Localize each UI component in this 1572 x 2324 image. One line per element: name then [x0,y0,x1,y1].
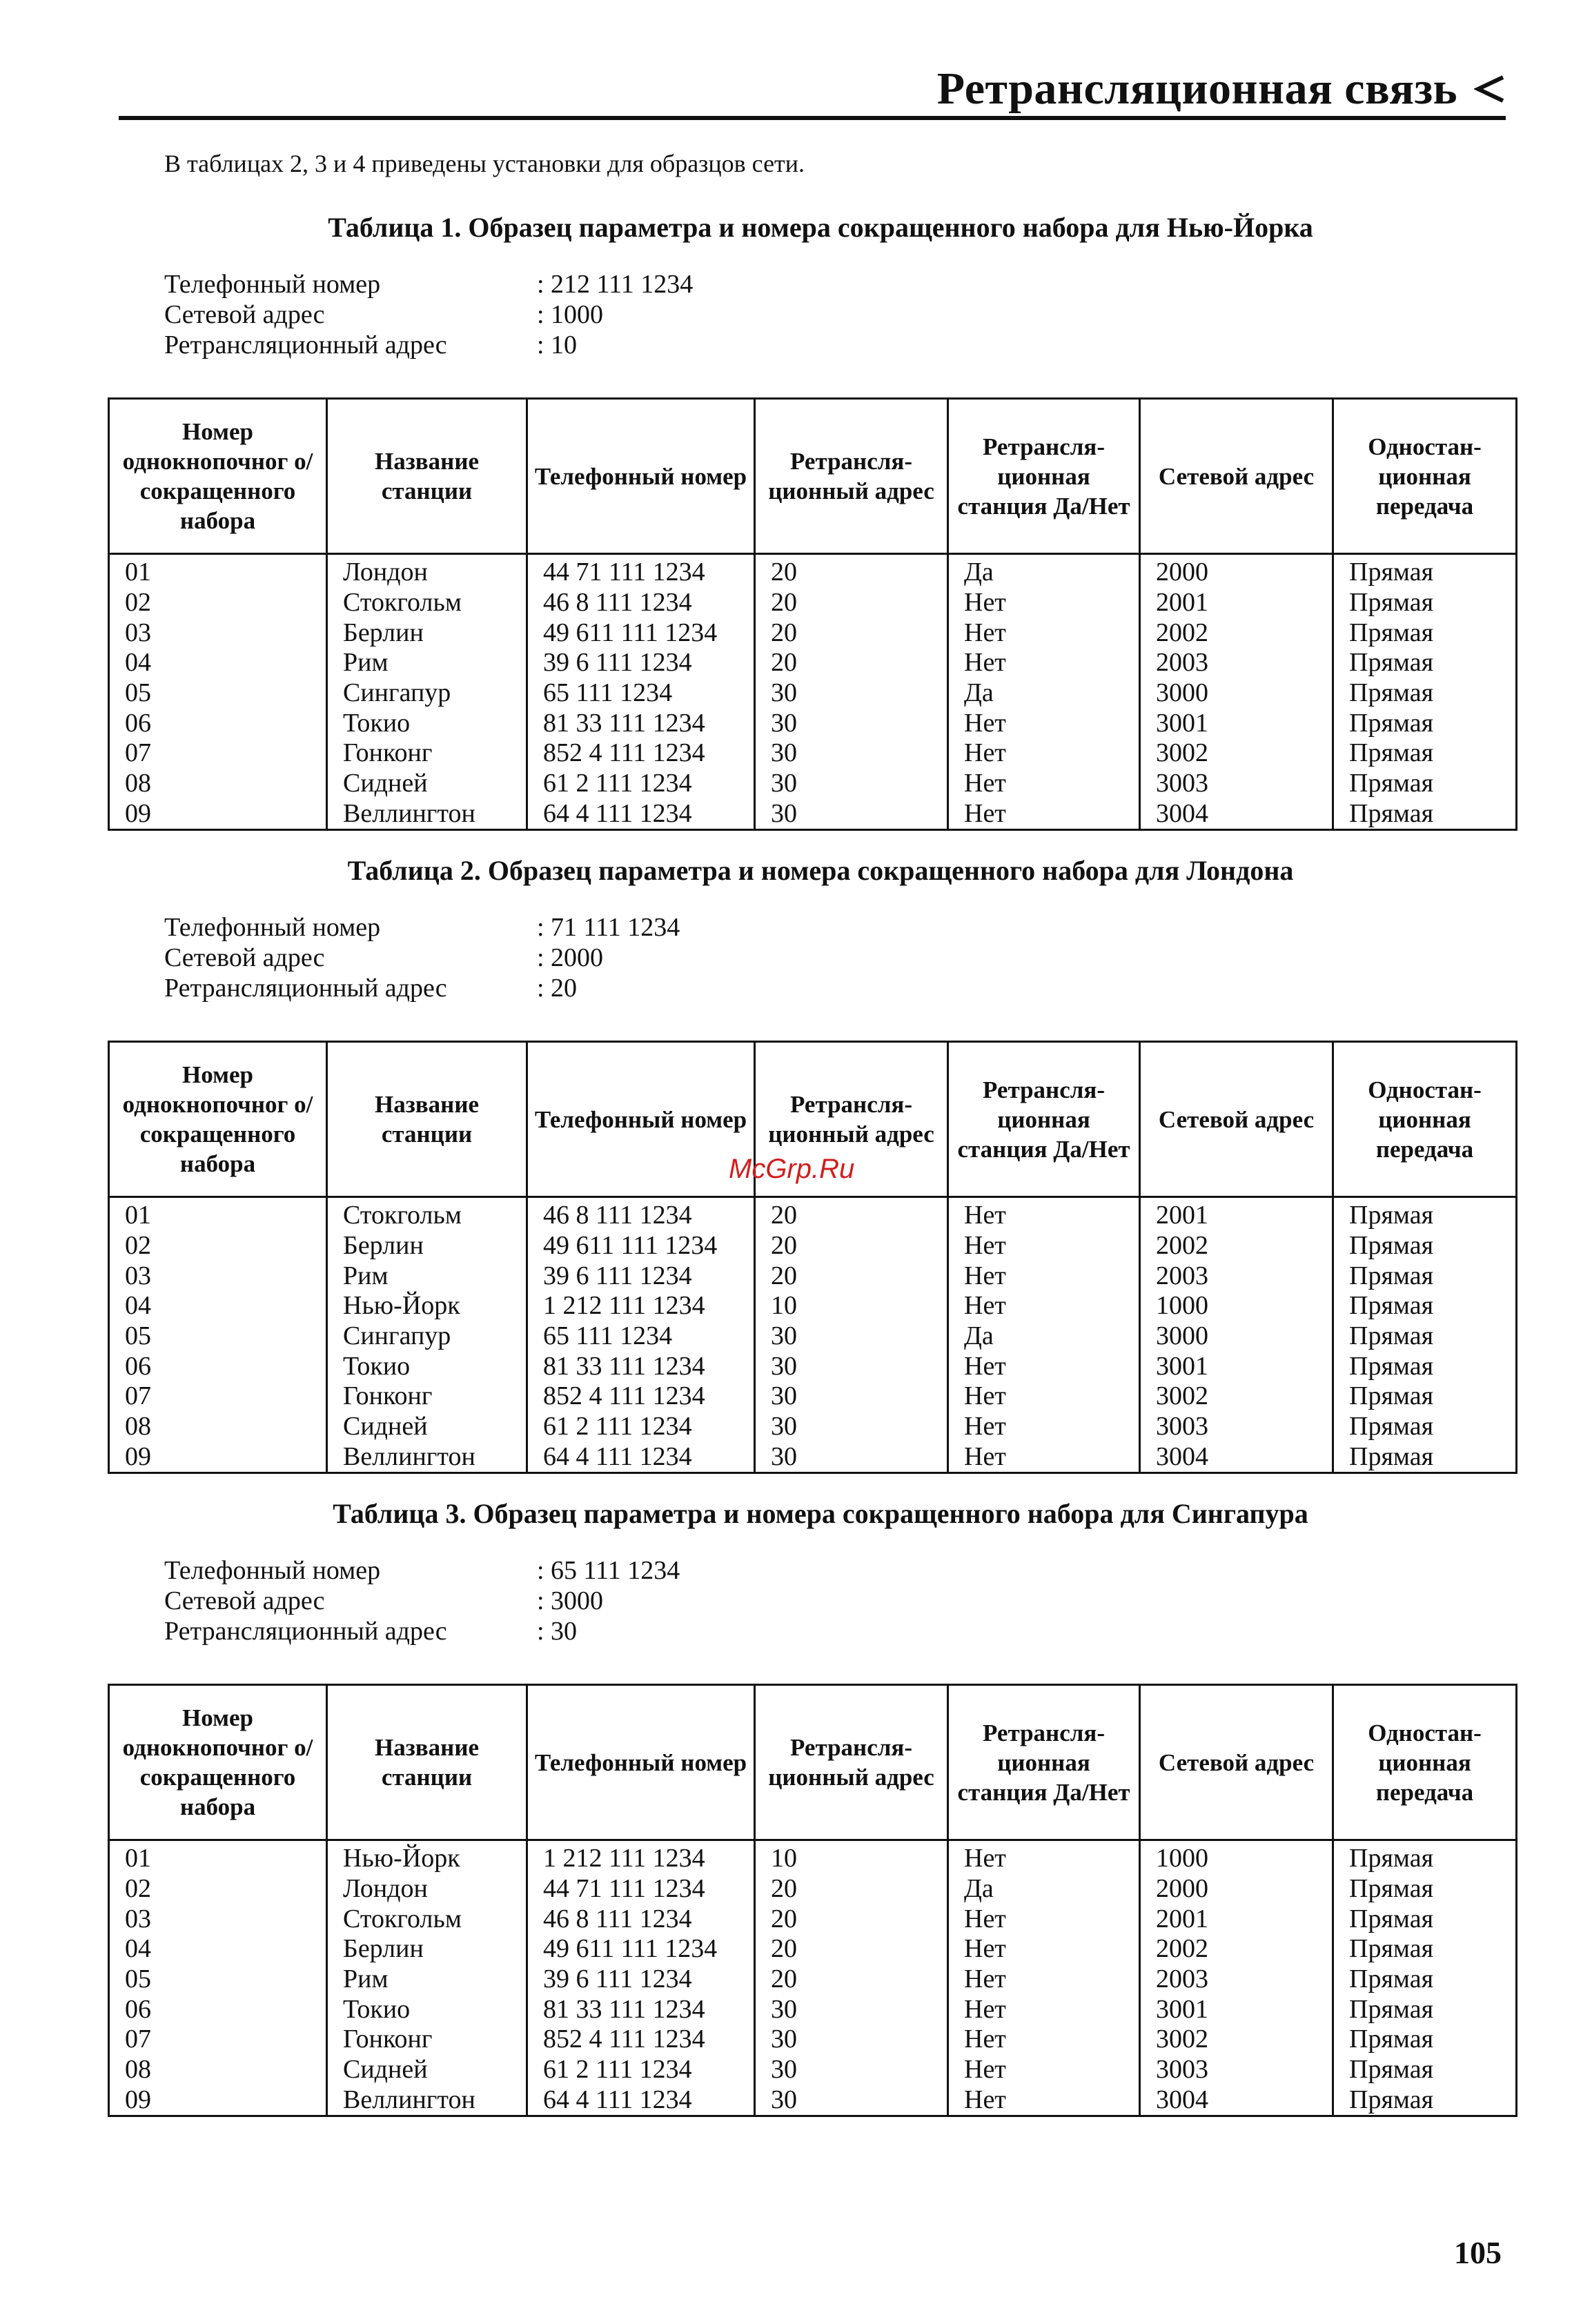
table-cell: 44 71 111 1234 [527,554,755,588]
table-cell: 3003 [1140,1412,1333,1442]
table-cell: 30 [755,1351,948,1381]
param-label-relay: Ретрансляционный адрес [164,331,447,360]
column-header: Ретрансля- ционная станция Да/Нет [948,1685,1140,1840]
column-header: Ретрансля- ционный адрес [755,399,948,554]
table-cell: Рим [327,1261,527,1291]
table-cell: Нет [948,799,1140,830]
table-cell: Прямая [1333,799,1517,830]
table-cell: 3002 [1140,738,1333,769]
table-cell: Нет [948,2085,1140,2116]
table-cell: 2001 [1140,1197,1333,1231]
table-cell: 81 33 111 1234 [527,1994,755,2025]
table-cell: 1000 [1140,1840,1333,1874]
section-title: Ретрансляционная связь [936,63,1457,114]
column-header: Название станции [327,399,527,554]
table-cell: 3003 [1140,2055,1333,2085]
param-value-network: : 1000 [537,300,604,329]
table-row [109,1231,1517,1261]
column-header: Название станции [327,1685,527,1840]
table-cell: Токио [327,1994,527,2025]
table-cell: 05 [109,1964,327,1995]
speed-dial-table [108,397,1517,831]
table-cell: 20 [755,588,948,618]
table-cell: 64 4 111 1234 [527,1442,755,1473]
table-cell: Нет [948,1934,1140,1964]
param-label-network: Сетевой адрес [164,943,325,972]
table-cell: 10 [755,1840,948,1874]
table-cell: 06 [109,1351,327,1381]
params-block [164,269,693,360]
table-row [109,1874,1517,1904]
table-cell: Нет [948,1904,1140,1934]
page-number: 105 [1454,2235,1502,2270]
table-row [109,1351,1517,1381]
table-cell: 61 2 111 1234 [527,769,755,799]
table-cell: Прямая [1333,1442,1517,1473]
table-row [109,1994,1517,2025]
table-cell: Да [948,1874,1140,1904]
column-header: Сетевой адрес [1140,1042,1333,1197]
table-cell: Прямая [1333,1197,1517,1231]
table-cell: 01 [109,1197,327,1231]
table-cell: 20 [755,1904,948,1934]
table-cell: 30 [755,2025,948,2055]
table-row [109,1291,1517,1321]
table-cell: 01 [109,554,327,588]
table-cell: 2002 [1140,1231,1333,1261]
table-cell: Нет [948,1442,1140,1473]
table-row [109,554,1517,588]
table-cell: Нет [948,738,1140,769]
table-cell: 2000 [1140,554,1333,588]
table-row [109,1934,1517,1964]
table-cell: 30 [755,769,948,799]
table-cell: 65 111 1234 [527,1321,755,1352]
table-cell: Нью-Йорк [327,1840,527,1874]
param-label-network: Сетевой адрес [164,300,325,329]
table-row [109,588,1517,618]
table-cell: 3001 [1140,1351,1333,1381]
table-cell: 07 [109,738,327,769]
table-cell: 46 8 111 1234 [527,1197,755,1231]
table-cell: 49 611 111 1234 [527,618,755,648]
table-cell: Нет [948,1231,1140,1261]
table-row [109,769,1517,799]
table-cell: Нет [948,1197,1140,1231]
param-value-relay: : 30 [537,1617,578,1646]
table-cell: Прямая [1333,618,1517,648]
table-row [109,738,1517,769]
table-cell: 20 [755,618,948,648]
table-cell: Да [948,1321,1140,1352]
table-cell: Прямая [1333,1291,1517,1321]
table-cell: Токио [327,708,527,738]
table-cell: 64 4 111 1234 [527,2085,755,2116]
table-cell: Веллингтон [327,799,527,830]
table-cell: 30 [755,708,948,738]
param-label-phone: Телефонный номер [164,913,381,942]
table-cell: 20 [755,1261,948,1291]
table-cell: 09 [109,2085,327,2116]
table-cell: 20 [755,1231,948,1261]
table-cell: Нет [948,1994,1140,2025]
table-row [109,708,1517,738]
column-header: Ретрансля- ционный адрес [755,1042,948,1197]
table-row [109,1261,1517,1291]
table-cell: 39 6 111 1234 [527,1964,755,1995]
watermark: McGrp.Ru [729,1154,855,1184]
table-cell: Прямая [1333,2085,1517,2116]
table-cell: Нет [948,1964,1140,1995]
table-row [109,1197,1517,1231]
table-cell: Рим [327,1964,527,1995]
table-cell: Нет [948,2055,1140,2085]
params-block [164,912,680,1003]
table-cell: 39 6 111 1234 [527,1261,755,1291]
table-cell: 08 [109,1412,327,1442]
table-cell: 2003 [1140,1261,1333,1291]
table-cell: Прямая [1333,1351,1517,1381]
column-header: Сетевой адрес [1140,399,1333,554]
table-cell: Гонконг [327,2025,527,2055]
table-cell: 2002 [1140,618,1333,648]
column-header: Номер однокнопочног о/ сокращенного набора [109,1685,327,1840]
table-row [109,1412,1517,1442]
table-cell: 46 8 111 1234 [527,588,755,618]
table-cell: 49 611 111 1234 [527,1231,755,1261]
table-cell: 46 8 111 1234 [527,1904,755,1934]
table-cell: Прямая [1333,1381,1517,1412]
table-cell: 2003 [1140,648,1333,678]
table-cell: 3000 [1140,1321,1333,1352]
param-value-phone: : 71 111 1234 [537,913,680,942]
table-cell: Нет [948,708,1140,738]
table-cell: 81 33 111 1234 [527,1351,755,1381]
param-value-phone: : 212 111 1234 [537,270,694,299]
table-cell: Сингапур [327,678,527,709]
table-cell: Прямая [1333,554,1517,588]
table-cell: Сидней [327,2055,527,2085]
table-cell: Нет [948,648,1140,678]
table-row [109,1321,1517,1352]
table-cell: 20 [755,648,948,678]
table-cell: Гонконг [327,1381,527,1412]
table-cell: Прямая [1333,1840,1517,1874]
table-cell: Сингапур [327,1321,527,1352]
table-cell: Прямая [1333,648,1517,678]
table-cell: 2001 [1140,588,1333,618]
column-header: Телефонный номер [527,399,755,554]
table-cell: 20 [755,1197,948,1231]
table-cell: 08 [109,2055,327,2085]
table-cell: Стокгольм [327,588,527,618]
table-cell: 04 [109,1934,327,1964]
table-cell: Лондон [327,554,527,588]
table-cell: 3001 [1140,1994,1333,2025]
param-value-network: : 3000 [537,1586,604,1615]
table-cell: 30 [755,1994,948,2025]
table-row [109,1442,1517,1473]
table-caption: Таблица 2. Образец параметра и номера сокращенного набора для Лондона [347,855,1294,886]
table-cell: 44 71 111 1234 [527,1874,755,1904]
column-header: Одностан- ционная передача [1333,1042,1517,1197]
table-cell: Прямая [1333,1231,1517,1261]
table-row [109,2085,1517,2116]
table-cell: 09 [109,799,327,830]
table-cell: 3001 [1140,708,1333,738]
table-cell: 01 [109,1840,327,1874]
table-cell: 3002 [1140,2025,1333,2055]
table-cell: Прямая [1333,1964,1517,1995]
table-row [109,1904,1517,1934]
param-value-relay: : 20 [537,974,578,1003]
table-cell: 03 [109,1904,327,1934]
table-cell: 30 [755,2085,948,2116]
column-header: Ретрансля- ционный адрес [755,1685,948,1840]
param-label-relay: Ретрансляционный адрес [164,1617,447,1646]
table-cell: Прямая [1333,769,1517,799]
table-cell: Прямая [1333,708,1517,738]
table-row [109,799,1517,830]
table-cell: Прямая [1333,1321,1517,1352]
table-cell: 04 [109,648,327,678]
column-header: Название станции [327,1042,527,1197]
table-cell: 08 [109,769,327,799]
table-cell: Нет [948,588,1140,618]
table-cell: 3000 [1140,678,1333,709]
table-cell: 81 33 111 1234 [527,708,755,738]
table-cell: Берлин [327,618,527,648]
param-label-phone: Телефонный номер [164,1556,381,1585]
table-cell: 2002 [1140,1934,1333,1964]
table-cell: 1 212 111 1234 [527,1291,755,1321]
left-angle-icon [1474,73,1506,105]
table-row [109,2025,1517,2055]
table-cell: 2003 [1140,1964,1333,1995]
table-cell: 20 [755,554,948,588]
column-header: Сетевой адрес [1140,1685,1333,1840]
table-cell: 852 4 111 1234 [527,1381,755,1412]
table-cell: Прямая [1333,1412,1517,1442]
table-cell: 20 [755,1964,948,1995]
table-cell: Стокгольм [327,1197,527,1231]
table-row [109,2055,1517,2085]
table-cell: 06 [109,1994,327,2025]
table-cell: 03 [109,1261,327,1291]
table-cell: Прямая [1333,738,1517,769]
table-cell: 30 [755,1442,948,1473]
table-header-row [109,1685,1517,1840]
table-row [109,1840,1517,1874]
table-cell: 2000 [1140,1874,1333,1904]
table-cell: Берлин [327,1934,527,1964]
table-cell: Прямая [1333,588,1517,618]
table-cell: Да [948,678,1140,709]
table-cell: Прямая [1333,1261,1517,1291]
table-cell: Нет [948,1261,1140,1291]
table-cell: 3004 [1140,799,1333,830]
table-cell: Нью-Йорк [327,1291,527,1321]
table-cell: Да [948,554,1140,588]
column-header: Номер однокнопочног о/ сокращенного набора [109,399,327,554]
table-cell: 09 [109,1442,327,1473]
table-cell: 03 [109,618,327,648]
table-cell: Прямая [1333,1934,1517,1964]
table-cell: Прямая [1333,678,1517,709]
table-cell: Прямая [1333,2025,1517,2055]
table-cell: 05 [109,678,327,709]
table-cell: Прямая [1333,1874,1517,1904]
table-cell: Рим [327,648,527,678]
column-header: Телефонный номер [527,1685,755,1840]
table-cell: Нет [948,1412,1140,1442]
table-cell: 61 2 111 1234 [527,1412,755,1442]
header-rule [119,116,1506,120]
param-label-network: Сетевой адрес [164,1586,325,1615]
table-cell: 49 611 111 1234 [527,1934,755,1964]
column-header: Одностан- ционная передача [1333,1685,1517,1840]
table-cell: 02 [109,588,327,618]
table-cell: Сидней [327,769,527,799]
table-cell: 3003 [1140,769,1333,799]
table-cell: Нет [948,1351,1140,1381]
table-cell: 30 [755,678,948,709]
param-value-phone: : 65 111 1234 [537,1556,680,1585]
table-header-row [109,399,1517,554]
table-cell: Прямая [1333,2055,1517,2085]
column-header: Ретрансля- ционная станция Да/Нет [948,399,1140,554]
table-cell: 10 [755,1291,948,1321]
table-cell: Нет [948,2025,1140,2055]
table-cell: 1 212 111 1234 [527,1840,755,1874]
table-cell: Стокгольм [327,1904,527,1934]
table-cell: 02 [109,1874,327,1904]
table-row [109,648,1517,678]
page-header [937,57,1506,121]
table-cell: Прямая [1333,1994,1517,2025]
table-cell: 20 [755,1874,948,1904]
table-cell: Нет [948,1291,1140,1321]
table-cell: 02 [109,1231,327,1261]
param-label-relay: Ретрансляционный адрес [164,974,447,1003]
table-cell: 04 [109,1291,327,1321]
column-header: Телефонный номер [527,1042,755,1197]
table-cell: 3004 [1140,2085,1333,2116]
table-cell: Прямая [1333,1904,1517,1934]
table-cell: 61 2 111 1234 [527,2055,755,2085]
table-cell: Берлин [327,1231,527,1261]
speed-dial-table [108,1041,1517,1474]
param-value-network: : 2000 [537,943,604,972]
table-cell: Веллингтон [327,1442,527,1473]
table-cell: 2001 [1140,1904,1333,1934]
table-row [109,1964,1517,1995]
table-cell: Токио [327,1351,527,1381]
table-cell: 07 [109,1381,327,1412]
table-cell: 05 [109,1321,327,1352]
table-cell: 30 [755,1381,948,1412]
table-cell: Сидней [327,1412,527,1442]
table-cell: Веллингтон [327,2085,527,2116]
table-cell: 30 [755,1321,948,1352]
table-cell: Нет [948,618,1140,648]
table-cell: 07 [109,2025,327,2055]
table-cell: 30 [755,738,948,769]
column-header: Ретрансля- ционная станция Да/Нет [948,1042,1140,1197]
table-row [109,678,1517,709]
table-cell: 1000 [1140,1291,1333,1321]
column-header: Одностан- ционная передача [1333,399,1517,554]
table-cell: Лондон [327,1874,527,1904]
table-cell: Гонконг [327,738,527,769]
speed-dial-table [108,1684,1517,2117]
table-cell: 852 4 111 1234 [527,2025,755,2055]
table-cell: Нет [948,769,1140,799]
table-cell: 06 [109,708,327,738]
table-cell: 3002 [1140,1381,1333,1412]
intro-text: В таблицах 2, 3 и 4 приведены установки для образцов сети. [164,150,805,177]
table-caption: Таблица 3. Образец параметра и номера сокращенного набора для Сингапура [333,1498,1308,1529]
table-cell: 3004 [1140,1442,1333,1473]
table-cell: 65 111 1234 [527,678,755,709]
table-cell: Нет [948,1840,1140,1874]
column-header: Номер однокнопочног о/ сокращенного набора [109,1042,327,1197]
param-label-phone: Телефонный номер [164,270,381,299]
table-row [109,618,1517,648]
param-value-relay: : 10 [537,331,578,360]
table-cell: Нет [948,1381,1140,1412]
table-cell: 39 6 111 1234 [527,648,755,678]
table-cell: 20 [755,1934,948,1964]
table-cell: 64 4 111 1234 [527,799,755,830]
table-cell: 30 [755,1412,948,1442]
params-block [164,1555,680,1646]
table-cell: 30 [755,2055,948,2085]
table-cell: 852 4 111 1234 [527,738,755,769]
table-cell: 30 [755,799,948,830]
table-caption: Таблица 1. Образец параметра и номера сокращенного набора для Нью-Йорка [328,212,1313,243]
table-row [109,1381,1517,1412]
